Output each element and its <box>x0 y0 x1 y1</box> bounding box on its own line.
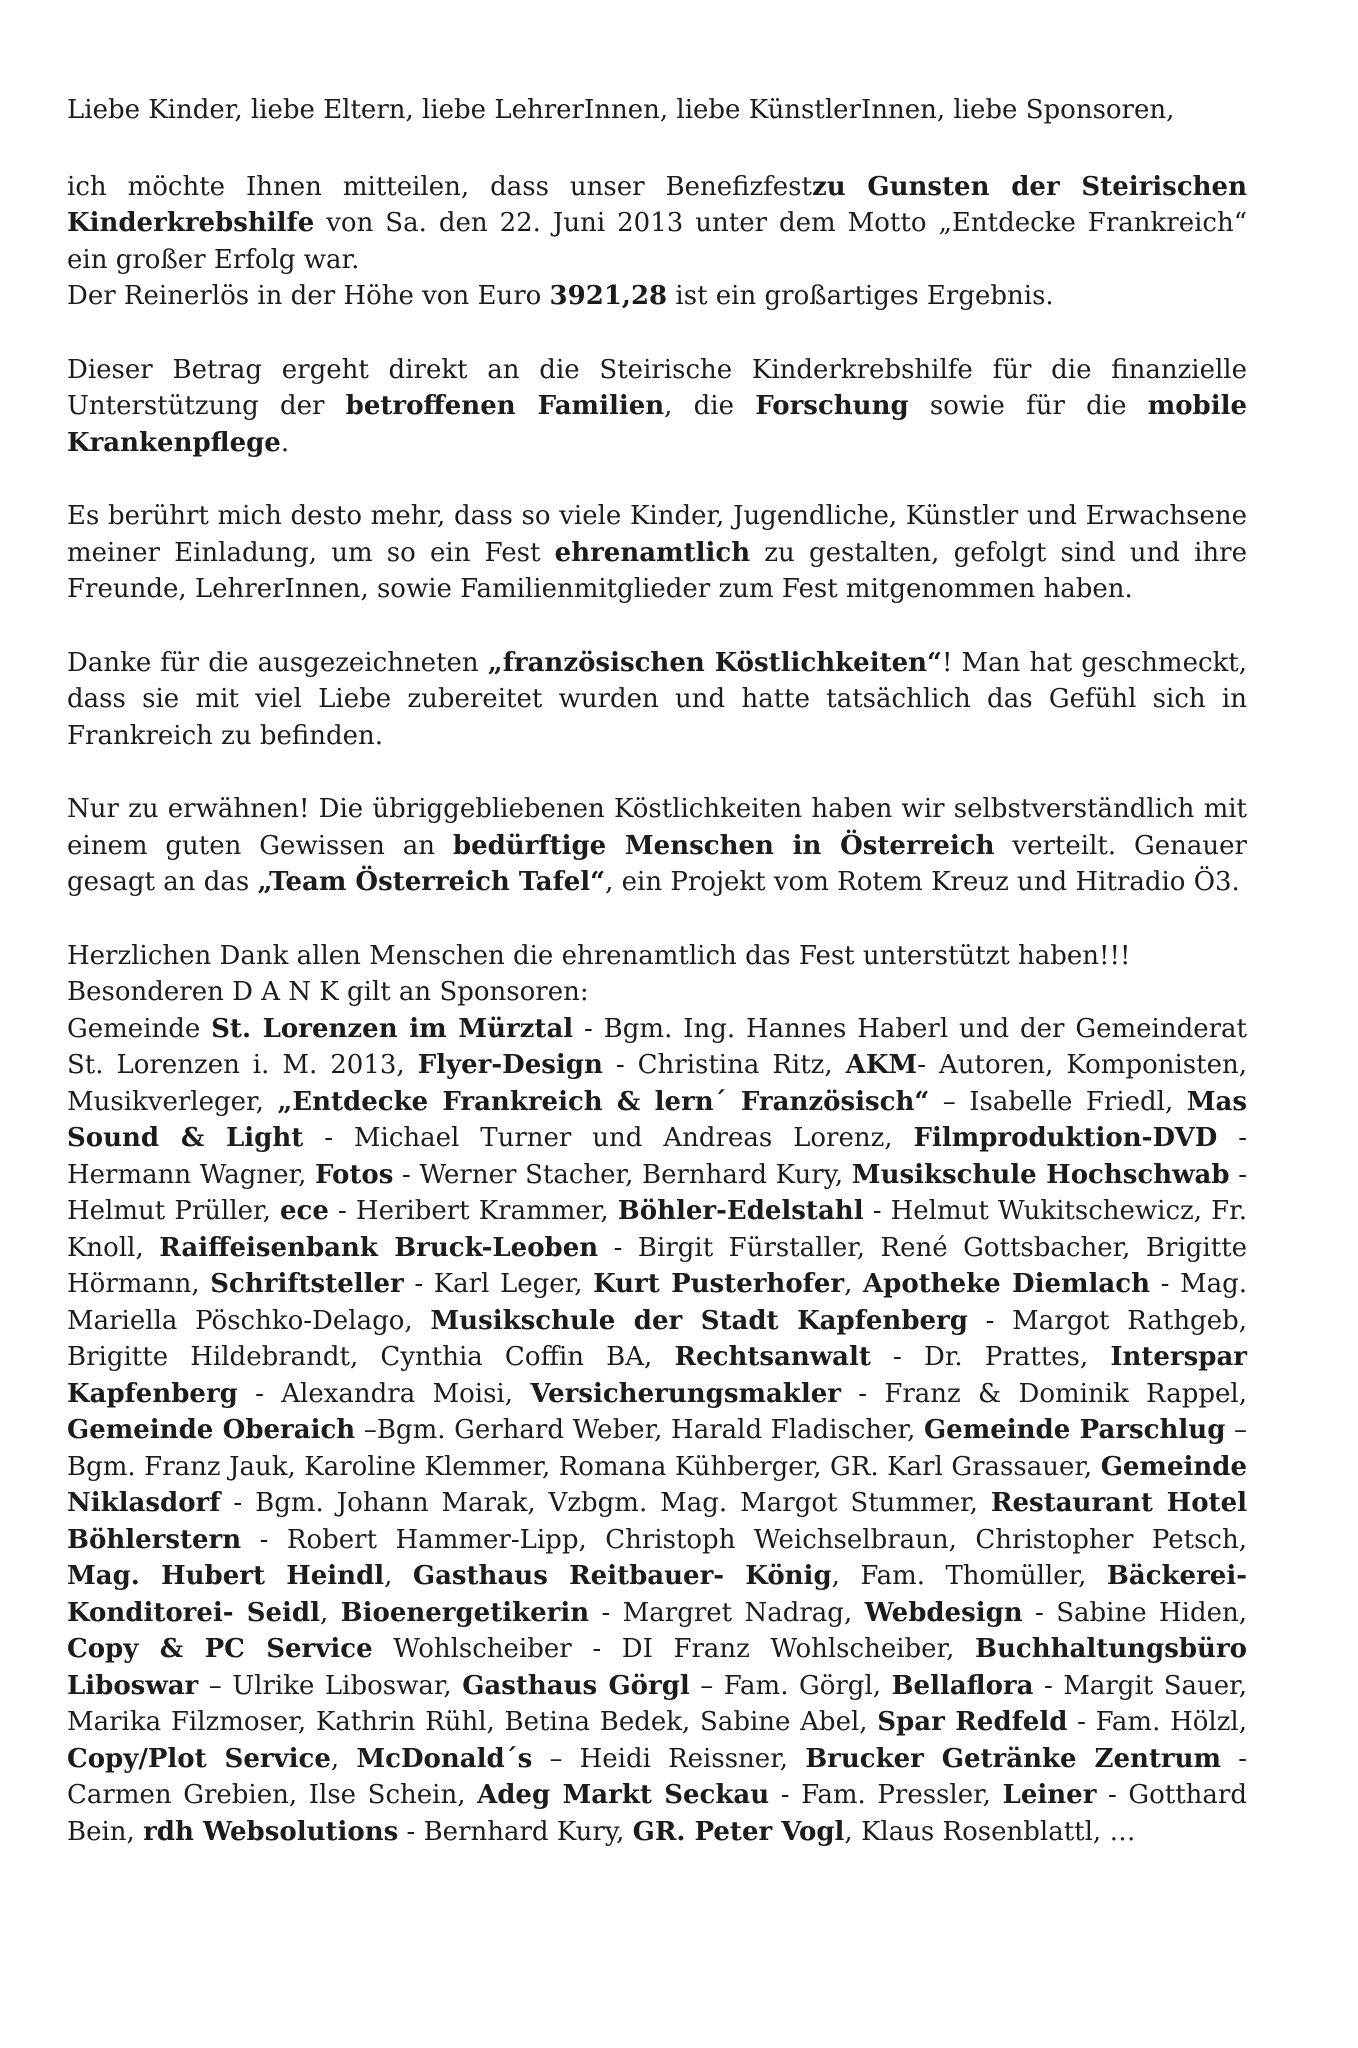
bold-text-run: Gasthaus Reitbauer- König <box>412 1561 832 1591</box>
text-run: - Heribert Krammer, <box>328 1196 618 1226</box>
text-run: - Franz & Dominik Rappel, <box>840 1378 1247 1409</box>
text-run: , <box>320 1597 341 1628</box>
text-run: - Mag. Mariella Pöschko-Delago, <box>67 1269 1247 1336</box>
bold-text-run: Leiner <box>1002 1780 1097 1810</box>
bold-text-run: ece <box>279 1196 329 1226</box>
bold-text-run: Copy/Plot Service <box>67 1743 331 1774</box>
text-run: - Fam. Pressler, <box>769 1780 1003 1810</box>
text-run: sowie für die <box>908 391 1148 421</box>
letter-page <box>67 92 1247 1850</box>
bold-text-run: Bäckerei- Konditorei- Seidl <box>67 1561 1248 1628</box>
text-run: - Birgit Fürstaller, René Gottsbacher, Brigitte Hörmann, <box>67 1232 1248 1299</box>
text-run: - Bgm. Ing. Hannes Haberl und der Gemeinderat St. Lorenzen i. M. 2013, <box>67 1013 1247 1080</box>
bold-text-run: „Entdecke Frankreich & lern´ Französisch“ <box>277 1086 930 1117</box>
bold-text-run: Adeg Markt Seckau <box>477 1780 770 1810</box>
bold-text-run: Gasthaus Görgl <box>462 1670 690 1701</box>
bold-text-run: Bellaflora <box>891 1670 1034 1701</box>
text-run: - Helmut Wukitschewicz, Fr. Knoll, <box>67 1196 1247 1263</box>
text-run: - Margot Rathgeb, Brigitte Hildebrandt, Cynthia Coffin BA, <box>67 1305 1247 1372</box>
text-run: - Karl Leger, <box>403 1269 594 1299</box>
bold-text-run: Fotos <box>315 1159 394 1190</box>
paragraph-food-thanks <box>67 645 1247 755</box>
greeting: Liebe Kinder, liebe Eltern, liebe LehrerInnen, liebe KünstlerInnen, liebe Sponsoren, <box>67 95 1175 125</box>
bold-text-run: Böhler-Edelstahl <box>617 1196 864 1226</box>
bold-text-run: Versicherungsmakler <box>530 1378 841 1409</box>
text-run: , ein Projekt vom Rotem Kreuz und Hitradio Ö3. <box>605 867 1240 897</box>
paragraph-donation-purpose <box>67 352 1247 462</box>
spacer <box>67 461 1247 498</box>
text-run: . <box>280 427 290 458</box>
bold-text-run: Gemeinde Oberaich <box>67 1415 356 1445</box>
text-run: – Isabelle Friedl, <box>929 1086 1187 1117</box>
spacer <box>67 754 1247 791</box>
bold-text-run: GR. Peter Vogl <box>632 1816 845 1847</box>
spacer <box>67 901 1247 938</box>
text-run: , Klaus Rosenblattl, … <box>844 1816 1136 1847</box>
text-run: – Fam. Görgl, <box>689 1670 892 1701</box>
paragraph-announcement <box>67 169 1247 279</box>
paragraph-leftovers <box>67 791 1247 901</box>
bold-text-run: Brucker Getränke Zentrum <box>805 1743 1222 1774</box>
text-run: - Carmen Grebien, Ilse Schein, <box>67 1743 1247 1810</box>
bold-text-run: Mag. Hubert Heindl <box>67 1561 385 1591</box>
bold-text-run: Rechtsanwalt <box>674 1342 871 1372</box>
text-run: - Gotthard Bein, <box>67 1780 1247 1847</box>
bold-text-run: Raiffeisenbank Bruck-Leoben <box>159 1232 599 1263</box>
paragraph-volunteers <box>67 498 1247 608</box>
bold-text-run: Flyer-Design <box>417 1050 603 1080</box>
bold-text-run: Mas Sound & Light <box>67 1086 1247 1153</box>
spacer <box>67 315 1247 352</box>
text-run: - Alexandra Moisi, <box>237 1378 531 1409</box>
bold-text-run: Webdesign <box>864 1597 1023 1628</box>
bold-text-run: AKM <box>845 1050 918 1080</box>
bold-text-run: zu Gunsten der Steirischen Kinderkrebshilfe <box>67 171 1248 238</box>
text-run: Es berührt mich desto mehr, dass so viele Kinder, Jugendliche, Künstler und Erwachsene meiner Einladung, um so ein Fest <box>67 501 1247 568</box>
text-run: - Robert Hammer-Lipp, Christoph Weichselbraun, Christopher Petsch, <box>241 1524 1247 1555</box>
bold-text-run: Apotheke Diemlach <box>862 1269 1150 1299</box>
text-run: verteilt. Genauer gesagt an das <box>67 830 1247 897</box>
text-run: - Sabine Hiden, <box>1022 1597 1247 1628</box>
text-run: , die <box>664 391 756 421</box>
text-run: - Dr. Prattes, <box>870 1342 1111 1372</box>
text-run: – Heidi Reissner, <box>532 1743 806 1774</box>
text-run: - Werner Stacher, Bernhard Kury, <box>393 1159 852 1190</box>
text-run: - Hermann Wagner, <box>67 1123 1247 1190</box>
bold-text-run: Interspar Kapfenberg <box>67 1342 1247 1409</box>
bold-text-run: Gemeinde Parschlug <box>923 1415 1226 1445</box>
bold-text-run: Spar Redfeld <box>877 1707 1068 1737</box>
spacer <box>67 608 1247 645</box>
bold-text-run: rdh Websolutions <box>143 1816 399 1847</box>
text-run: ! Man hat geschmeckt, dass sie mit viel Liebe zubereitet wurden und hatte tatsächlich das Gefühl sich in Frankreich zu befinden. <box>67 647 1247 751</box>
text-run: Wohlscheiber - DI Franz Wohlscheiber, <box>372 1634 975 1664</box>
bold-text-run: „Team Österreich Tafel“ <box>257 867 606 897</box>
paragraph-proceeds <box>67 278 1247 315</box>
bold-text-run: McDonald´s <box>356 1743 533 1774</box>
bold-text-run: ehrenamtlich <box>554 537 751 568</box>
bold-text-run: Buchhaltungsbüro Liboswar <box>67 1634 1247 1701</box>
bold-text-run: bedürftige Menschen in Österreich <box>452 830 995 861</box>
text-run: - Autoren, Komponisten, Musikverleger, <box>67 1050 1247 1117</box>
spacer <box>67 129 1247 169</box>
bold-text-run: Kurt Pusterhofer <box>593 1269 845 1299</box>
text-run: , <box>384 1561 413 1591</box>
thanks-line: Herzlichen Dank allen Menschen die ehrenamtlich das Fest unterstützt haben!!! <box>67 940 1131 971</box>
text-run: , <box>330 1743 357 1774</box>
text-run: ich möchte Ihnen mitteilen, dass unser Benefizfest <box>67 171 812 202</box>
text-run: - Margit Sauer, Marika Filzmoser, Kathrin Rühl, Betina Bedek, Sabine Abel, <box>67 1670 1247 1737</box>
text-run: zu gestalten, gefolgt sind und ihre Freunde, LehrerInnen, sowie Familienmitglieder zum Fest mitgenommen haben. <box>67 537 1247 604</box>
text-run: - Michael Turner und Andreas Lorenz, <box>303 1123 914 1153</box>
text-run: –Bgm. Gerhard Weber, Harald Fladischer, <box>355 1415 924 1445</box>
sponsor-intro: Besonderen D A N K gilt an Sponsoren: <box>67 977 589 1007</box>
text-run: - Fam. Hölzl, <box>1067 1707 1248 1737</box>
text-run: – Bgm. Franz Jauk, Karoline Klemmer, Romana Kühberger, GR. Karl Grassauer, <box>67 1415 1247 1482</box>
text-run: Danke für die ausgezeichneten <box>67 647 488 678</box>
bold-text-run: mobile Krankenpflege <box>67 391 1248 458</box>
bold-text-run: Musikschule Hochschwab <box>851 1159 1230 1190</box>
text-run: , <box>844 1269 863 1299</box>
text-run: Gemeinde <box>67 1013 212 1044</box>
text-run: Dieser Betrag ergeht direkt an die Steirische Kinderkrebshilfe für die finanzielle Unterstützung der <box>67 354 1247 421</box>
bold-text-run: Copy & PC Service <box>67 1634 373 1664</box>
text-run: , Fam. Thomüller, <box>831 1561 1107 1591</box>
text-run: - Bgm. Johann Marak, Vzbgm. Mag. Margot Stummer, <box>220 1488 991 1518</box>
text-run: Nur zu erwähnen! Die übriggebliebenen Köstlichkeiten haben wir selbstverständlich mit einem guten Gewissen an <box>67 794 1247 861</box>
bold-text-run: Gemeinde Niklasdorf <box>67 1451 1247 1518</box>
bold-text-run: Forschung <box>755 391 909 421</box>
bold-text-run: Bioenergetikerin <box>340 1597 590 1628</box>
text-run: - Bernhard Kury, <box>398 1816 633 1847</box>
bold-text-run: St. Lorenzen im Mürztal <box>211 1013 574 1044</box>
text-run: von Sa. den 22. Juni 2013 unter dem Motto „Entdecke Frankreich“ ein großer Erfolg war. <box>67 208 1247 275</box>
text-run: - Christina Ritz, <box>602 1050 846 1080</box>
bold-text-run: Restaurant Hotel Böhlerstern <box>67 1488 1247 1555</box>
text-run: Der Reinerlös in der Höhe von Euro <box>67 281 550 311</box>
bold-text-run: Musikschule der Stadt Kapfenberg <box>430 1305 968 1336</box>
bold-text-run: 3921,28 <box>549 281 668 311</box>
bold-text-run: „französischen Köstlichkeiten“ <box>487 647 942 678</box>
text-run: - Margret Nadrag, <box>589 1597 865 1628</box>
text-run: – Ulrike Liboswar, <box>198 1670 463 1701</box>
bold-text-run: Schriftsteller <box>210 1269 404 1299</box>
bold-text-run: betroffenen Familien <box>345 391 665 421</box>
text-run: - Helmut Prüller, <box>67 1159 1247 1226</box>
text-run: ist ein großartiges Ergebnis. <box>667 281 1054 311</box>
sponsor-list <box>67 1011 1247 1851</box>
bold-text-run: Filmproduktion-DVD <box>913 1123 1218 1153</box>
